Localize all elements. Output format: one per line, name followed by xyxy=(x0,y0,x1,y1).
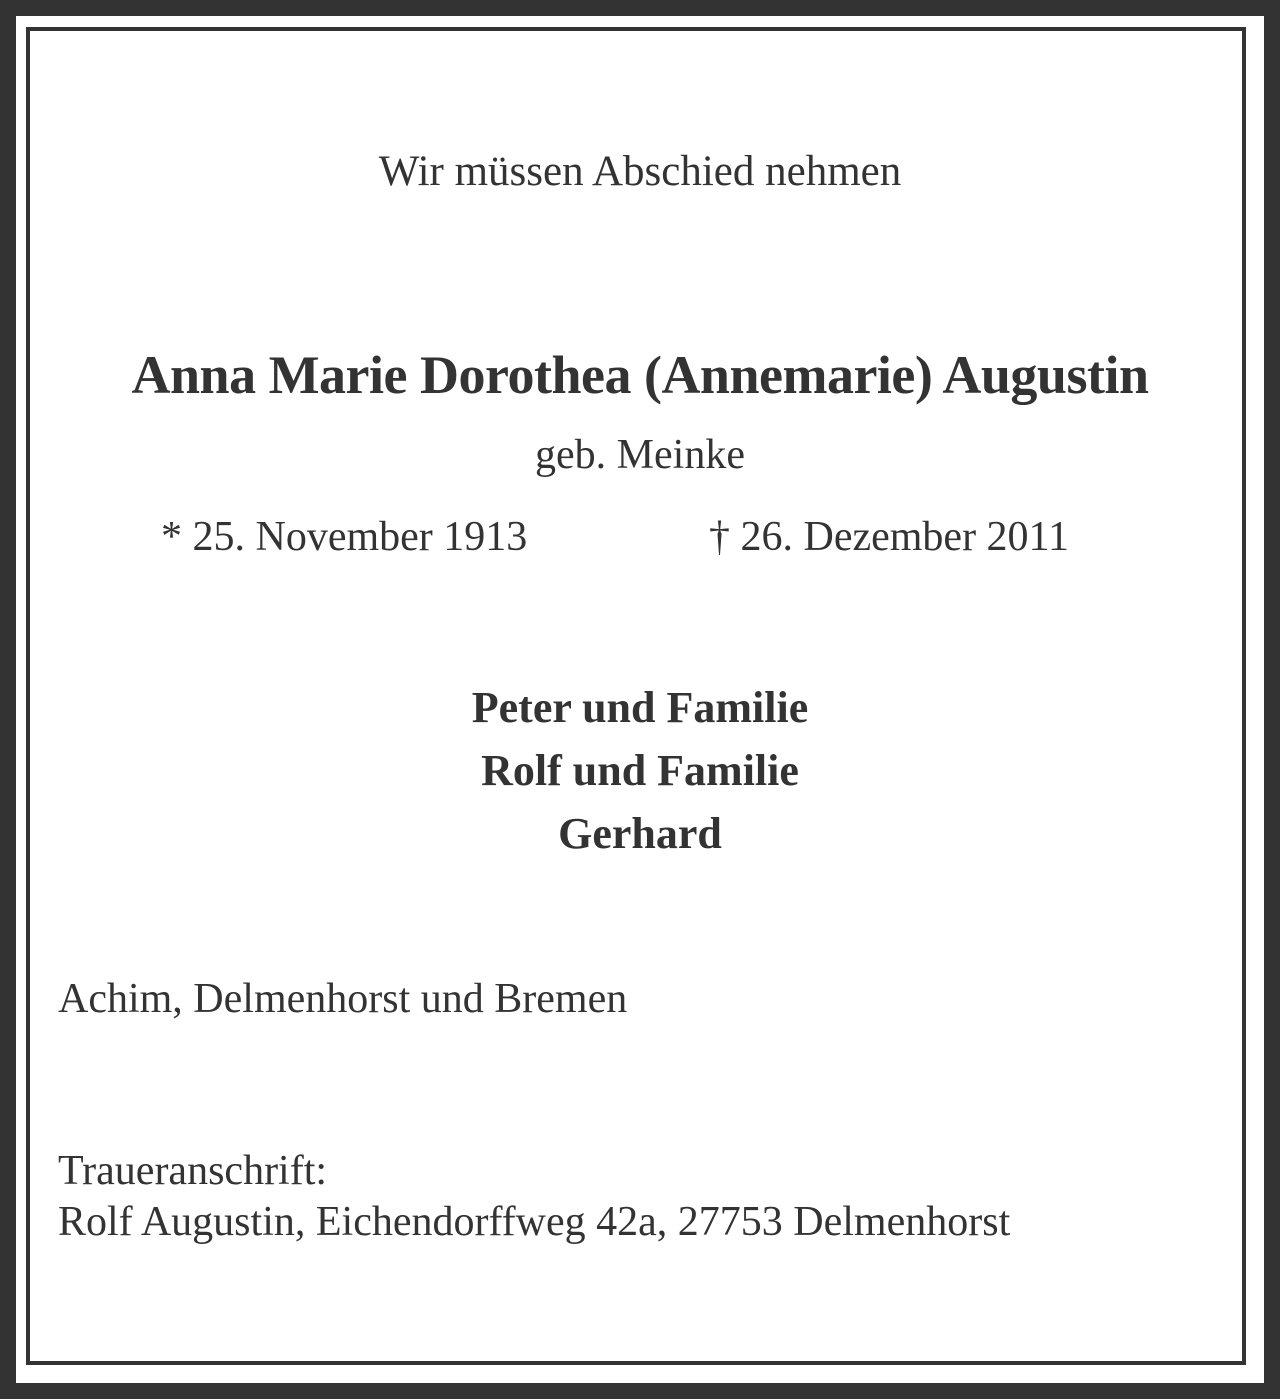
survivor-line: Rolf und Familie xyxy=(481,746,799,795)
intro-text: Wir müssen Abschied nehmen xyxy=(378,148,902,195)
maiden-name: geb. Meinke xyxy=(535,432,745,478)
birth-date: * 25. November 1913 xyxy=(161,514,528,560)
obituary-notice xyxy=(16,16,1264,1383)
mourning-address: Rolf Augustin, Eichendorffweg 42a, 27753 Delmenhorst xyxy=(58,1199,1011,1245)
address-label: Traueranschrift: xyxy=(58,1148,328,1194)
location-text: Achim, Delmenhorst und Bremen xyxy=(58,976,628,1022)
deceased-name: Anna Marie Dorothea (Annemarie) Augustin xyxy=(131,345,1149,405)
survivor-line: Peter und Familie xyxy=(471,683,809,732)
death-date: † 26. Dezember 2011 xyxy=(709,514,1069,560)
survivor-line: Gerhard xyxy=(558,809,722,858)
